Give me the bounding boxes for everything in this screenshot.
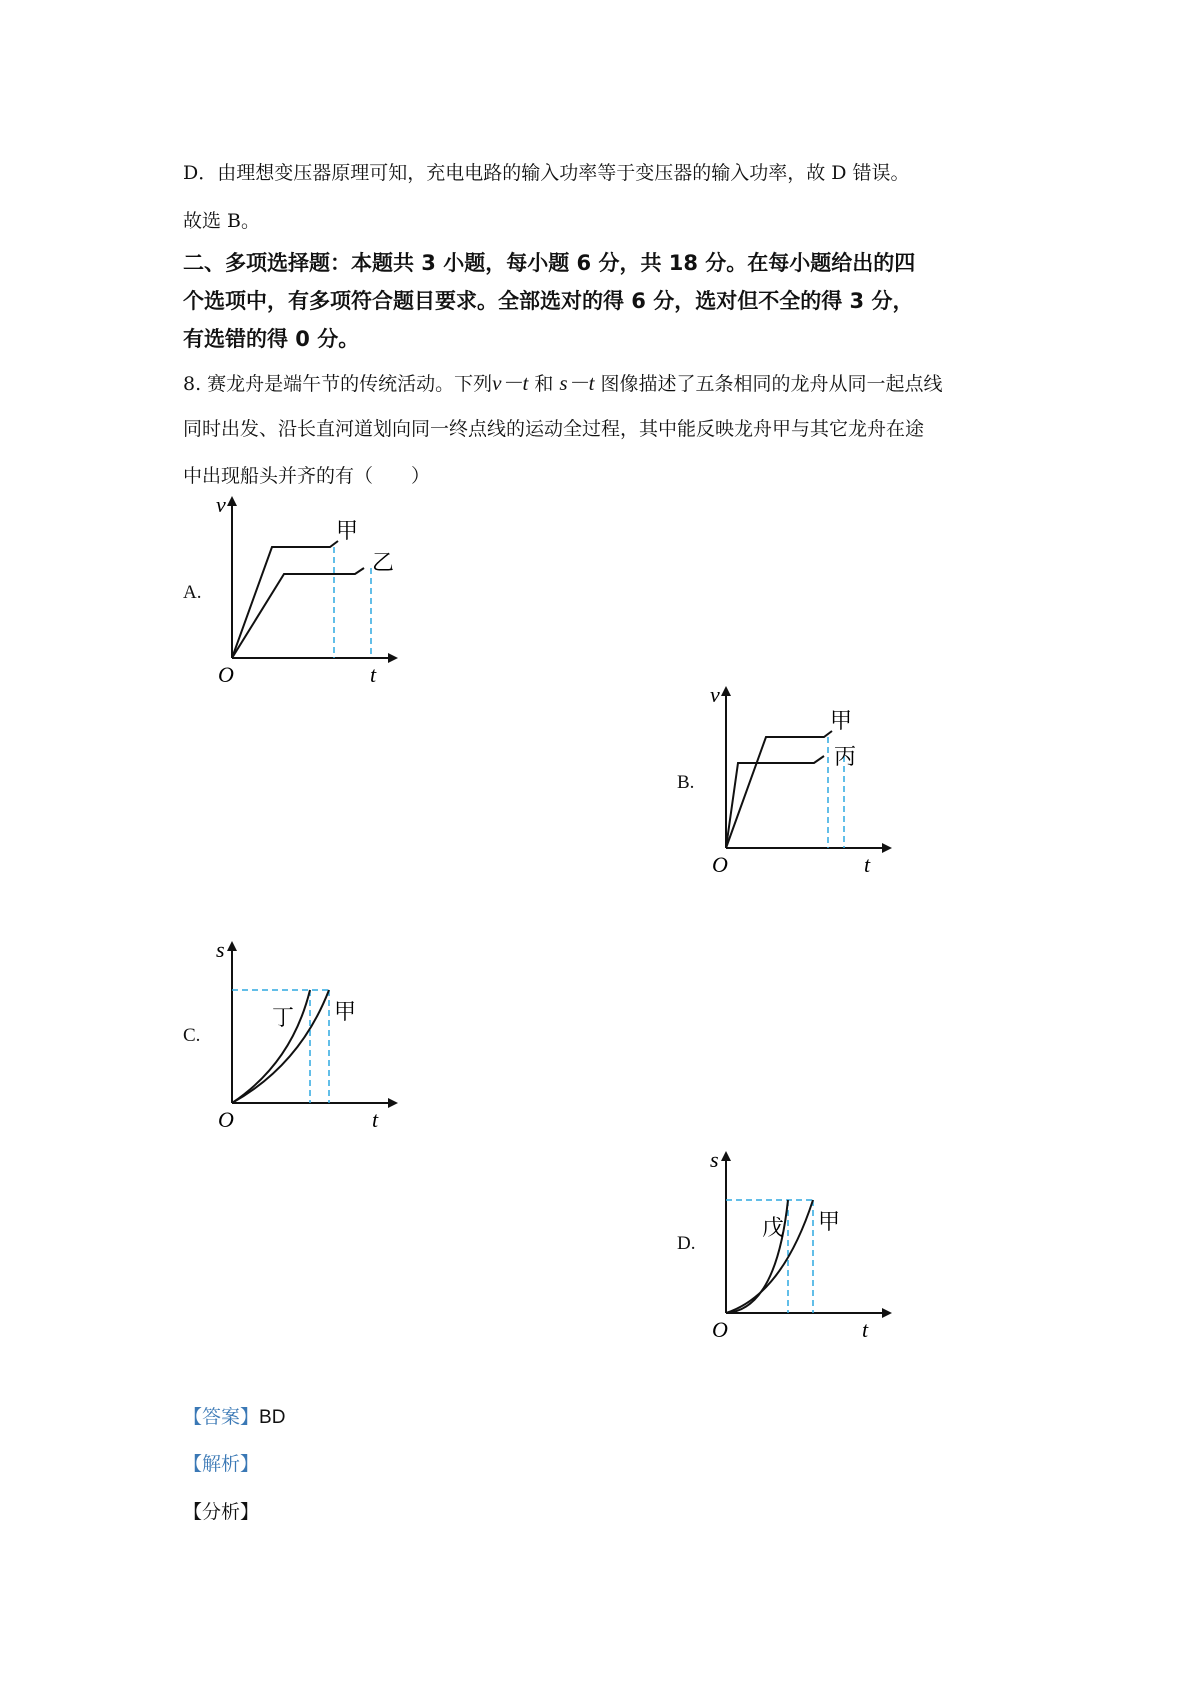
fenxi-label: 【分析】	[183, 1501, 260, 1523]
answer-value: BD	[259, 1407, 286, 1428]
choose-b-text: 故选 B。	[183, 210, 261, 232]
y-axis-label: s	[216, 937, 225, 962]
graph-c	[200, 935, 420, 1135]
section-heading-line1: 二、多项选择题：本题共 3 小题，每小题 6 分，共 18 分。在每小题给出的四	[183, 251, 916, 275]
analysis-label: 【解析】	[183, 1453, 260, 1475]
origin-label: O	[218, 662, 234, 687]
answer-line	[183, 1402, 285, 1429]
x-axis-label: t	[864, 852, 871, 877]
curve-label-ding: 丁	[272, 1005, 295, 1030]
y-axis-label: v	[216, 492, 226, 517]
curve-label-jia: 甲	[830, 708, 853, 733]
curve-label-bing: 丙	[834, 744, 857, 769]
curve-label-jia: 甲	[334, 999, 357, 1024]
section-heading-line3: 有选错的得 0 分。	[183, 327, 360, 351]
graph-a	[200, 490, 420, 690]
option-d-label: D.	[677, 1233, 696, 1254]
option-c-label: C.	[183, 1025, 201, 1046]
y-axis-label: s	[710, 1147, 719, 1172]
curve-bing	[726, 756, 824, 848]
y-axis-label: v	[710, 682, 720, 707]
x-axis-label: t	[372, 1107, 379, 1132]
x-axis-label: t	[862, 1317, 869, 1342]
curve-yi	[232, 568, 364, 658]
x-axis-label: t	[370, 662, 377, 687]
option-b-label: B.	[677, 772, 695, 793]
origin-label: O	[218, 1107, 234, 1132]
curve-label-wu: 戊	[762, 1215, 785, 1240]
curve-label-jia: 甲	[336, 518, 359, 543]
question-text-part2: 图像描述了五条相同的龙舟从同一起点线	[594, 373, 943, 395]
curve-label-yi: 乙	[372, 550, 395, 575]
question-line2: 同时出发、沿长直河道划向同一终点线的运动全过程，其中能反映龙舟甲与其它龙舟在途	[183, 418, 925, 440]
curve-jia	[232, 541, 338, 658]
question-line3: 中出现船头并齐的有（ ）	[183, 465, 431, 487]
st-symbol: s－t	[559, 371, 595, 395]
option-a-label: A.	[183, 582, 202, 603]
graph-d	[694, 1145, 914, 1345]
vt-symbol: v－t	[492, 371, 529, 395]
curve-jia	[726, 731, 832, 848]
question-text-part1: 8. 赛龙舟是端午节的传统活动。下列	[183, 373, 493, 395]
question-and: 和	[528, 373, 560, 395]
graph-b	[694, 680, 914, 880]
curve-label-jia: 甲	[818, 1209, 841, 1234]
answer-label: 【答案】	[183, 1406, 260, 1428]
origin-label: O	[712, 852, 728, 877]
section-heading-line2: 个选项中，有多项符合题目要求。全部选对的得 6 分，选对但不全的得 3 分，	[183, 289, 914, 313]
question-line1	[183, 367, 942, 397]
d-explanation: D．由理想变压器原理可知，充电电路的输入功率等于变压器的输入功率，故 D 错误。	[183, 162, 910, 184]
origin-label: O	[712, 1317, 728, 1342]
